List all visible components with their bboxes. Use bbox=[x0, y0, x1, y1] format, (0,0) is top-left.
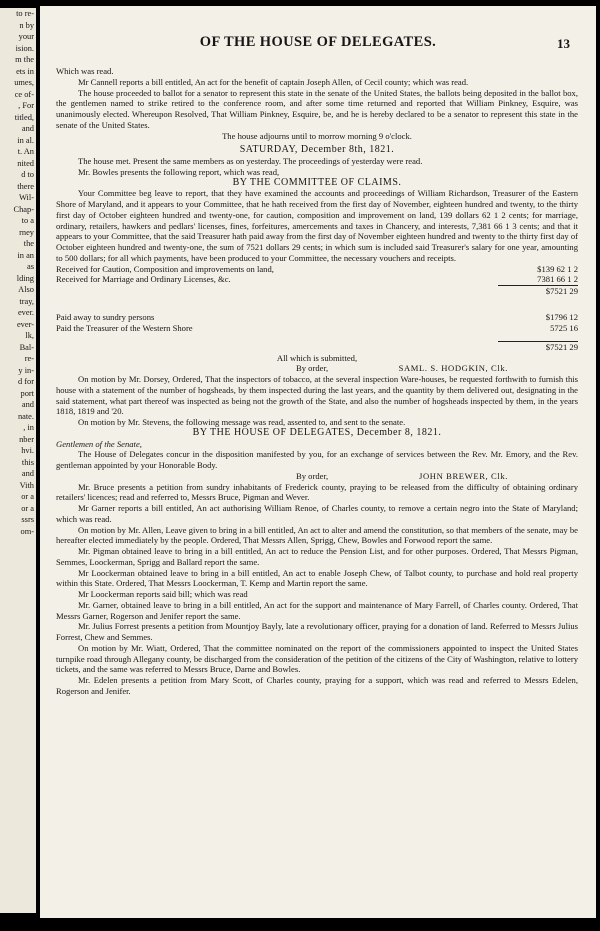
ledger-label: Received for Caution, Composition and improvements on land, bbox=[56, 263, 274, 274]
margin-fragment: re- bbox=[24, 354, 34, 363]
margin-fragment: ce of- bbox=[14, 89, 34, 99]
margin-fragment: to a bbox=[21, 216, 34, 225]
margin-fragment: lding bbox=[16, 273, 34, 283]
margin-fragment: port bbox=[20, 388, 34, 398]
margin-fragment: nate. bbox=[17, 411, 34, 421]
adjacent-page-margin bbox=[0, 8, 36, 913]
margin-fragment: hvi. bbox=[21, 446, 34, 455]
section-heading: BY THE COMMITTEE OF CLAIMS. bbox=[232, 176, 402, 188]
margin-fragment: there bbox=[17, 181, 34, 191]
margin-fragment: or a bbox=[21, 492, 34, 501]
paragraph: On motion by Mr. Allen, Leave given to bring in a bill entitled, An act to alter and amend the constitution, so that members of the senate, may be hereafter elected immediately by the people. Ordered, That Messrs Allen, Sprigg, Chew, Bowles and Forwood report the same. bbox=[56, 524, 578, 546]
margin-fragment: ision. bbox=[15, 43, 34, 53]
section-heading: BY THE HOUSE OF DELEGATES, December 8, 1821. bbox=[192, 426, 442, 438]
margin-fragment: Bal- bbox=[19, 342, 34, 352]
margin-fragment: rney bbox=[19, 227, 34, 237]
signature-block bbox=[56, 363, 578, 374]
margin-fragment: Wil- bbox=[18, 193, 34, 202]
clerk-signature: SAML. S. HODGKIN, Clk. bbox=[398, 363, 508, 374]
by-order: By order, bbox=[296, 363, 329, 374]
ledger-amount: $139 62 1 2 bbox=[537, 263, 578, 274]
margin-fragment: as bbox=[27, 262, 34, 271]
accounts-ledger bbox=[56, 264, 578, 353]
ledger-total: $7521 29 bbox=[498, 285, 578, 296]
ledger-label: Paid away to sundry persons bbox=[56, 312, 155, 322]
paragraph: Mr. Bowles presents the following report, which was read, bbox=[78, 166, 280, 177]
margin-fragment: your bbox=[18, 32, 34, 41]
paragraph: The house met. Present the same members as on yesterday. The proceedings of yesterday were read. bbox=[78, 156, 423, 166]
paragraph: Mr Loockerman reports said bill; which was read bbox=[78, 589, 248, 599]
margin-fragment: to re- bbox=[16, 9, 34, 18]
margin-fragment: d to bbox=[21, 170, 34, 179]
margin-fragment: nited bbox=[17, 158, 34, 168]
margin-fragment: titled, bbox=[14, 112, 34, 122]
paragraph: Mr Loockerman obtained leave to bring in a bill entitled, An act to enable Joseph Chew, of Talbot county, to purchase and hold real property within this State. Ordered, That Messrs Loockerman, T. Kemp and Martin report the same. bbox=[56, 567, 578, 589]
paragraph: Which was read. bbox=[56, 66, 114, 76]
margin-fragment: lk, bbox=[25, 331, 34, 340]
paragraph: Mr. Pigman obtained leave to bring in a bill entitled, An act to reduce the Pension List, and for other purposes. Ordered, That Messrs Pigman, Semmes, Loockerman, Sprigg and Ballard report the same. bbox=[56, 546, 578, 567]
margin-fragment: Vith bbox=[19, 480, 34, 490]
margin-fragment: tray, bbox=[19, 296, 34, 306]
ledger-amount: 7381 66 1 2 bbox=[537, 274, 578, 284]
clerk-signature: JOHN BREWER, Clk. bbox=[419, 470, 508, 481]
ledger-amount: $1796 12 bbox=[545, 312, 578, 322]
paragraph: Mr Cannell reports a bill entitled, An act for the benefit of captain Joseph Allen, of Cecil county; which was read. bbox=[78, 76, 469, 87]
margin-fragment: or a bbox=[21, 503, 34, 513]
paragraph: Mr. Edelen presents a petition from Mary Scott, of Charles county, praying for a support, which was read and referred to Messrs Edelen, Rogerson and Jenifer. bbox=[56, 675, 578, 696]
margin-fragment: ever- bbox=[16, 319, 34, 329]
ledger-amount: 5725 16 bbox=[550, 322, 578, 333]
date-heading: SATURDAY, December 8th, 1821. bbox=[239, 144, 395, 156]
paragraph: Mr. Garner, obtained leave to bring in a bill entitled, An act for the support and maintenance of Mary Farrell, of Charles county. Ordered, That Messrs Garner, Rogerson and Jenifer report the same. bbox=[56, 599, 578, 621]
paragraph: Mr. Julius Forrest presents a petition from Mountjoy Bayly, late a revolutionary officer, praying for a donation of land. Referred to Messrs Julius Forrest, Chew and Semmes. bbox=[56, 621, 578, 642]
adjournment-line: The house adjourns until to morrow morning 9 o'clock. bbox=[222, 130, 412, 141]
margin-fragment: and bbox=[21, 124, 34, 133]
paragraph: The House of Delegates concur in the disposition manifested by you, for an exchange of services between the Rev. Mr. Emory, and the Rev. gentleman appointed by your Honorable Body. bbox=[56, 449, 578, 470]
paragraph: Mr. Bruce presents a petition from sundry inhabitants of Frederick county, praying to be released from the difficulty of obtaining ordinary retailers' licences; read and referred to, Messrs Bruce, Pigman and Wever. bbox=[56, 481, 578, 503]
report-paragraph: Your Committee beg leave to report, that they have examined the accounts and proceedings of William Richardson, Treasurer of the Eastern Shore of Maryland, and it appears to your Committee, that he hath received from the first day of November, eighteen hundred and twenty, to the thirty first day of October eighteen hundred and twenty-one, for caution, composition and improvement on land, 139 dollars 62 1 2 cents; for marriage, ordinary, retailers, hawkers and pedlars' licenses, fines, forfeitures, amercements and taxes in Chancery, and interests, 7,381 66 1 3 cents; and that it appears to your Committee, that the said Treasurer hath paid away from the first day of November eighteen hundred and twenty to the thirty first day of October eighteen hundred and twenty-one, the sum of 7521 dollars 29 cents; in which sum is included said Treasurer's salary for one year, amounting to 500 dollars; for all which payments, have been produced to your Committee, the necessary vouchers and receipts. bbox=[56, 188, 578, 263]
by-order: By order, bbox=[296, 470, 329, 481]
margin-fragment: ets in bbox=[16, 66, 34, 76]
page-number: 13 bbox=[557, 36, 570, 51]
margin-fragment: in al. bbox=[17, 135, 34, 145]
ledger-label: Paid the Treasurer of the Western Shore bbox=[56, 322, 193, 333]
margin-fragment: d for bbox=[17, 377, 34, 386]
margin-fragment: m the bbox=[15, 55, 34, 64]
margin-fragment: y in- bbox=[18, 365, 34, 375]
margin-fragment: in an bbox=[17, 250, 34, 260]
salutation: Gentlemen of the Senate, bbox=[56, 438, 142, 449]
submission-line: All which is submitted, bbox=[276, 352, 358, 363]
margin-fragment: ssrs bbox=[21, 515, 34, 524]
paragraph: The house proceeded to ballot for a senator to represent this state in the senate of the United States, the ballots being deposited in the ballot box, the gentlemen named to strike retired to the conference room, and after some time returned and reported that William Pinkney, Esquire, was unanimously elected. Whereupon Resolved, That William Pinkney, Esquire, be, and he is hereby declared to be a senator to represent this state in the senate of the United States. bbox=[56, 87, 578, 130]
paragraph: On motion by Mr. Wiatt, Ordered, That the committee nominated on the report of the commissioners appointed to inspect the United States turnpike road through Allegany county, be discharged from the consideration of the petition of the citizens of the City of Washington, relative to lottery tickets, and the same was referred to Messrs Bruce, Darne and Bowles. bbox=[56, 642, 578, 675]
margin-fragment: , For bbox=[18, 101, 34, 110]
margin-fragment: nber bbox=[19, 434, 34, 444]
margin-fragment: umes, bbox=[14, 78, 34, 87]
margin-fragment: the bbox=[23, 239, 34, 248]
page-body bbox=[56, 66, 578, 697]
margin-fragment: , in bbox=[23, 423, 34, 432]
margin-fragment: n by bbox=[19, 20, 34, 30]
margin-fragment: and bbox=[21, 400, 34, 409]
margin-fragment: Also bbox=[18, 285, 34, 294]
margin-fragment: om- bbox=[20, 526, 34, 536]
paragraph: On motion by Mr. Dorsey, Ordered, That the inspectors of tobacco, at the several inspection Ware-houses, be requested forthwith to furnish this house with a statement of the number of hogsheads, by them inspected during the last years, and the quantity by them delivered out, designating in the said statement, what part thereof was inspected as being not the growth of the State, and also the number of hogsheads inspected by them, in the years 1818, 1819 and '20. bbox=[56, 374, 578, 417]
ledger-label: Received for Marriage and Ordinary Licenses, &c. bbox=[56, 274, 231, 284]
margin-fragment: and bbox=[21, 469, 34, 478]
signature-block bbox=[56, 471, 578, 482]
margin-fragment: this bbox=[21, 457, 34, 467]
margin-fragment: Chap- bbox=[13, 204, 34, 214]
margin-fragment: ever. bbox=[17, 308, 34, 317]
page-header: OF THE HOUSE OF DELEGATES. bbox=[199, 34, 437, 50]
margin-fragment: t. An bbox=[17, 147, 34, 156]
paragraph: On motion by Mr. Stevens, the following message was read, assented to, and sent to the senate. bbox=[78, 417, 406, 427]
paragraph: Mr Garner reports a bill entitled, An act authorising William Renoe, of Charles county, to remove a certain negro into the State of Maryland; which was read. bbox=[56, 503, 578, 524]
ledger-total: $7521 29 bbox=[498, 342, 578, 353]
document-page bbox=[40, 6, 596, 918]
